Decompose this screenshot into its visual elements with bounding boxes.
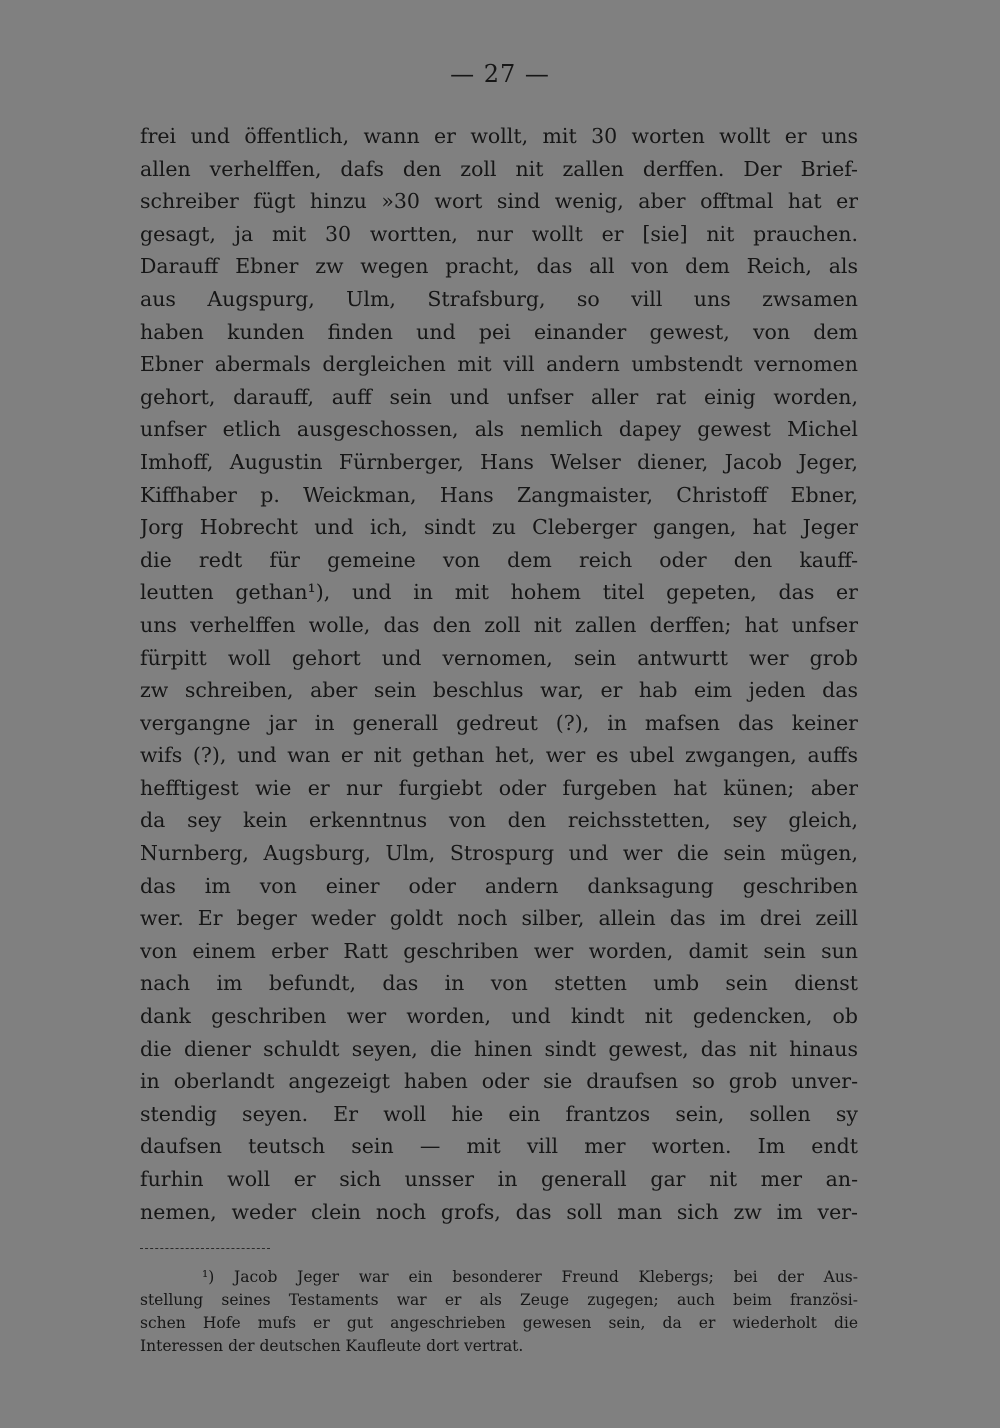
text-line: das im von einer oder andern danksagung geschriben <box>140 873 858 898</box>
text-line: Ebner abermals dergleichen mit vill andern umbstendt vernomen <box>140 352 858 377</box>
text-line: aus Augspurg, Ulm, Strafsburg, so vill uns zwsamen <box>140 286 858 311</box>
text-line: dank geschriben wer worden, und kindt nit gedencken, ob <box>140 1004 858 1029</box>
footnote-line: stellung seines Testaments war er als Zeuge zugegen; auch beim französi- <box>140 1291 858 1309</box>
text-line: furhin woll er sich unsser in generall gar nit mer an- <box>140 1167 858 1191</box>
text-line: uns verhelffen wolle, das den zoll nit zallen derffen; hat unfser <box>140 612 858 637</box>
text-line: wifs (?), und wan er nit gethan het, wer es ubel zwgangen, auffs <box>140 743 858 768</box>
text-line: Jorg Hobrecht und ich, sindt zu Cleberger gangen, hat Jeger <box>140 515 858 540</box>
text-line: Nurnberg, Augsburg, Ulm, Strospurg und wer die sein mügen, <box>140 841 858 866</box>
footnote-line: ¹) Jacob Jeger war ein besonderer Freund Klebergs; bei der Aus- <box>202 1268 858 1286</box>
footnote-line: schen Hofe mufs er gut angeschrieben gewesen sein, da er wiederholt die <box>140 1314 858 1332</box>
text-line: von einem erber Ratt geschriben wer worden, damit sein sun <box>140 938 858 963</box>
text-line: leutten gethan¹), und in mit hohem titel gepeten, das er <box>140 580 858 605</box>
text-line: unfser etlich ausgeschossen, als nemlich dapey gewest Michel <box>140 417 858 442</box>
text-line: frei und öffentlich, wann er wollt, mit 30 worten wollt er uns <box>140 124 858 148</box>
text-line: gesagt, ja mit 30 wortten, nur wollt er [sie] nit prauchen. <box>140 221 858 246</box>
text-line: da sey kein erkenntnus von den reichsstetten, sey gleich, <box>140 808 858 833</box>
page-number: — 27 — <box>450 60 550 88</box>
text-line: wer. Er beger weder goldt noch silber, allein das im drei zeill <box>140 906 858 931</box>
text-line: vergangne jar in generall gedreut (?), in mafsen das keiner <box>140 710 858 735</box>
footnote <box>140 1266 858 1358</box>
text-line: Kiffhaber p. Weickman, Hans Zangmaister, Christoff Ebner, <box>140 482 858 507</box>
text-line: schreiber fügt hinzu »30 wort sind wenig, aber offtmal hat er <box>140 189 858 214</box>
text-line: Imhoff, Augustin Fürnberger, Hans Welser diener, Jacob Jeger, <box>140 449 858 474</box>
text-line: stendig seyen. Er woll hie ein frantzos sein, sollen sy <box>140 1101 858 1126</box>
text-line: in oberlandt angezeigt haben oder sie draufsen so grob unver- <box>140 1069 858 1094</box>
text-line: fürpitt woll gehort und vernomen, sein antwurtt wer grob <box>140 645 858 670</box>
text-line: gehort, darauff, auff sein und unfser aller rat einig worden, <box>140 384 858 409</box>
text-line: nemen, weder clein noch grofs, das soll man sich zw im ver- <box>140 1199 858 1224</box>
text-line: zw schreiben, aber sein beschlus war, er hab eim jeden das <box>140 678 858 703</box>
text-line: allen verhelffen, dafs den zoll nit zallen derffen. Der Brief- <box>140 156 858 181</box>
footnote-line: Interessen der deutschen Kaufleute dort vertrat. <box>140 1337 524 1355</box>
text-line: haben kunden finden und pei einander gewest, von dem <box>140 319 858 344</box>
body-text <box>140 120 858 1228</box>
footnote-separator <box>140 1248 270 1249</box>
text-line: Darauff Ebner zw wegen pracht, das all von dem Reich, als <box>140 254 858 279</box>
text-line: die diener schuldt seyen, die hinen sindt gewest, das nit hinaus <box>140 1036 858 1061</box>
text-line: die redt für gemeine von dem reich oder den kauff- <box>140 547 858 572</box>
text-line: nach im befundt, das in von stetten umb sein dienst <box>140 971 858 996</box>
text-line: daufsen teutsch sein — mit vill mer worten. Im endt <box>140 1134 858 1159</box>
text-line: hefftigest wie er nur furgiebt oder furgeben hat künen; aber <box>140 775 858 800</box>
